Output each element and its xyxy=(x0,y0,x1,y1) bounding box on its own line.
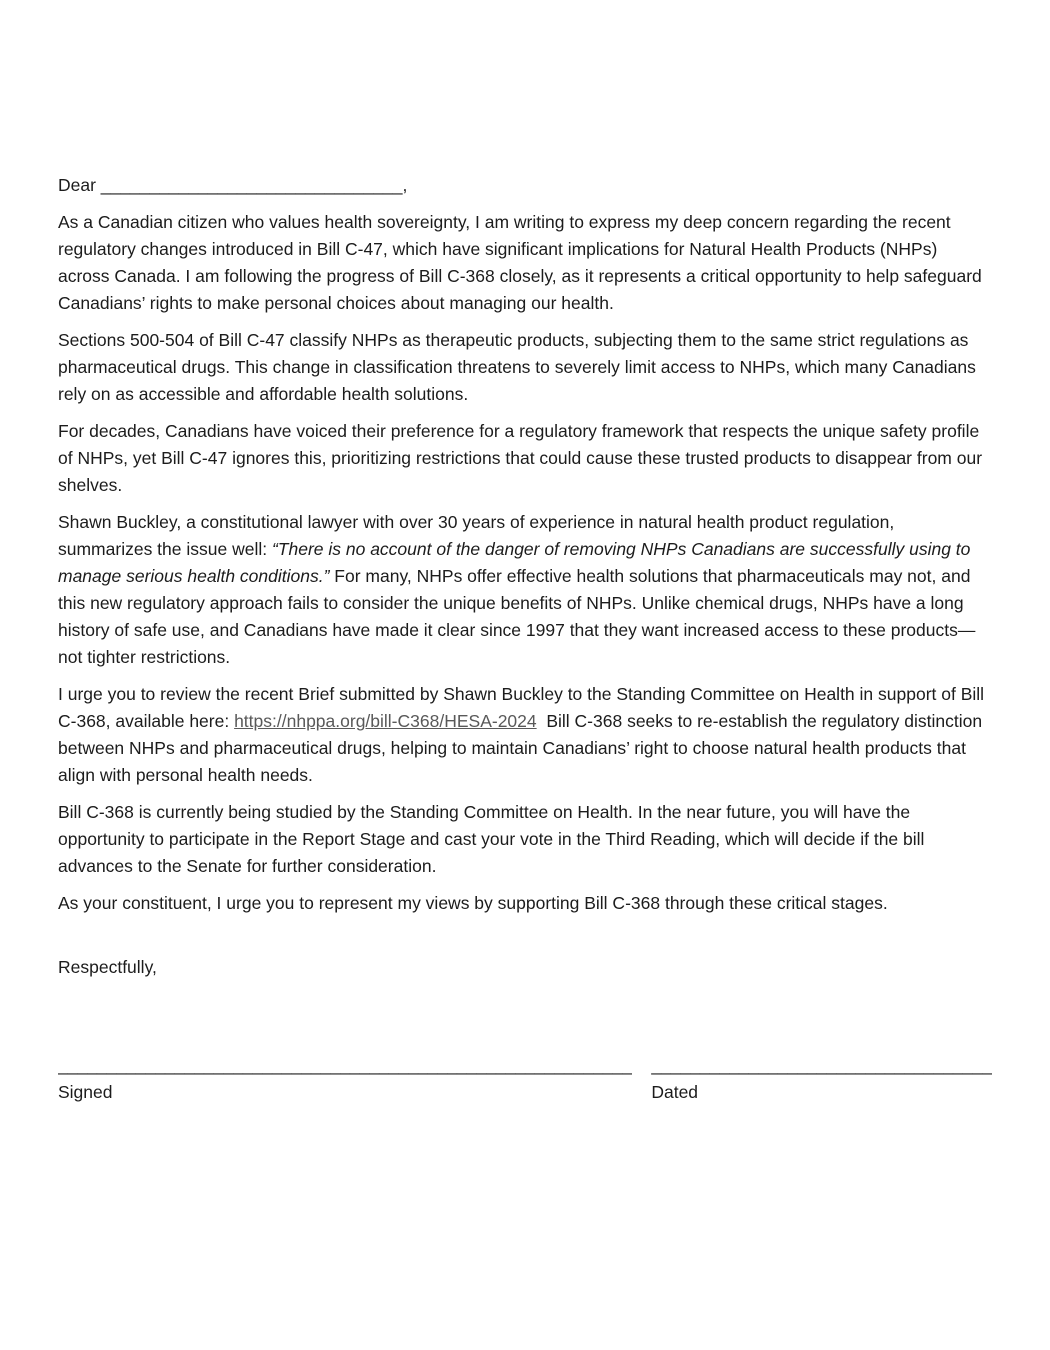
body-text: Bill C-368 is currently being studied by the Standing Committee on Health. In the near future, you will have the opportunity to participate in the Report Stage and cast your vote in the Third Reading, which will decide if the bill advances to the Senate for further consideration. xyxy=(58,802,930,876)
signed-line: ___________________________________________________________ xyxy=(58,1055,633,1075)
quote-text: “There is no account of the danger of removing NHPs Canadians are successfully using to manage serious health conditions.” xyxy=(58,539,976,586)
body-text: As a Canadian citizen who values health sovereignty, I am writing to express my deep concern regarding the recent regulatory changes introduced in Bill C-47, which have significant implications for Natural Health Products (NHPs) across Canada. I am following the progress of Bill C-368 closely, as it represents a critical opportunity to help safeguard Canadians’ rights to make personal choices about managing our health. xyxy=(58,212,987,313)
body-text: Bill C-368 seeks to re-establish the regulatory distinction between NHPs and pharmaceutical drugs, helping to maintain Canadians’ right to choose natural health products that align with personal health needs. xyxy=(58,711,987,785)
salutation xyxy=(58,172,992,199)
closing: Respectfully, xyxy=(58,957,157,977)
salutation-prefix: Dear xyxy=(58,175,101,195)
dated-field xyxy=(651,1052,992,1106)
salutation-suffix: , xyxy=(402,175,408,195)
paragraph xyxy=(58,890,992,917)
paragraph xyxy=(58,509,992,671)
body-text: Shawn Buckley, a constitutional lawyer with over 30 years of experience in natural health product regulation, summarizes the issue well: xyxy=(58,512,900,559)
letter-body xyxy=(58,209,992,917)
body-text: I urge you to review the recent Brief submitted by Shawn Buckley to the Standing Committee on Health in support of Bill C-368, available here: xyxy=(58,684,989,731)
paragraph xyxy=(58,799,992,880)
paragraph xyxy=(58,327,992,408)
recipient-name-blank: _______________________________ xyxy=(100,175,403,195)
dated-label: Dated xyxy=(651,1082,699,1102)
hyperlink[interactable]: https://nhppa.org/bill-C368/HESA-2024 xyxy=(234,711,537,731)
paragraph xyxy=(58,681,992,789)
paragraph xyxy=(58,418,992,499)
paragraph xyxy=(58,209,992,317)
body-text: For many, NHPs offer effective health solutions that pharmaceuticals may not, and this new regulatory approach fails to consider the unique benefits of NHPs. Unlike chemical drugs, NHPs have a long history of safe use, and Canadians have made it clear since 1997 that they want increased access to these products—not tighter restrictions. xyxy=(58,566,976,667)
signed-label: Signed xyxy=(58,1082,113,1102)
body-text: For decades, Canadians have voiced their preference for a regulatory framework that respects the unique safety profile of NHPs, yet Bill C-47 ignores this, prioritizing restrictions that could cause these trusted products to disappear from our shelves. xyxy=(58,421,987,495)
body-text: As your constituent, I urge you to represent my views by supporting Bill C-368 through these critical stages. xyxy=(58,893,888,913)
body-text: Sections 500-504 of Bill C-47 classify NHPs as therapeutic products, subjecting them to the same strict regulations as pharmaceutical drugs. This change in classification threatens to severely limit access to NHPs, which many Canadians rely on as accessible and affordable health solutions. xyxy=(58,330,981,404)
dated-line: ___________________________________ xyxy=(651,1055,992,1075)
signed-field xyxy=(58,1052,632,1106)
signature-block xyxy=(58,1052,992,1106)
